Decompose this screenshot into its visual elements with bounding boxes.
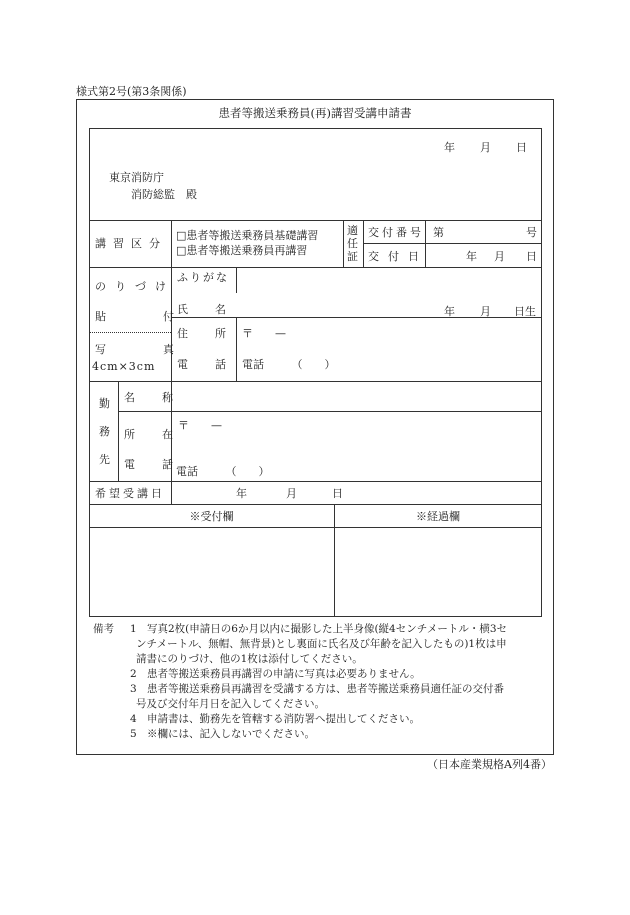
certificate-date-month: 月: [494, 250, 505, 263]
birth-day: 日生: [514, 305, 536, 318]
certificate-date-label: 交付日: [368, 250, 428, 263]
note-2-number: 2: [130, 668, 137, 680]
photo-paste-line2: 貼 付: [95, 310, 197, 323]
note-1-number: 1: [130, 623, 137, 635]
certificate-label-2: 任: [347, 237, 358, 250]
photo-size: 4cm×3cm: [92, 360, 156, 373]
note-4-number: 4: [130, 713, 137, 725]
preferred-date-label: 希望受講日: [95, 487, 165, 500]
progress-label: ※経過欄: [416, 510, 460, 523]
certificate-number-label: 交付番号: [368, 226, 424, 239]
preferred-day: 日: [332, 487, 343, 500]
form-number-label: 様式第2号(第3条関係): [76, 85, 187, 98]
certificate-label-3: 証: [347, 250, 358, 263]
date-day: 日: [516, 141, 527, 154]
certificate-number-suffix: 号: [526, 226, 537, 239]
note-1-line2: ンチメートル、無帽、無背景)とし裏面に氏名及び年齢を記入したもの)1枚は申: [136, 638, 507, 650]
name-label: 氏 名: [177, 303, 234, 316]
course-option-basic[interactable]: □患者等搬送乗務員基礎講習: [176, 229, 319, 242]
form-grid: [89, 128, 542, 617]
certificate-label-1: 適: [347, 224, 358, 237]
certificate-date-year: 年: [466, 250, 477, 263]
workplace-label-1: 勤: [99, 397, 110, 410]
date-year: 年: [444, 141, 455, 154]
course-label: 講習区分: [95, 237, 167, 250]
furigana-label: ふりがな: [177, 271, 229, 284]
note-3-line2: 号及び交付年月日を記入してください。: [136, 698, 325, 710]
note-2-text: 患者等搬送乗務員再講習の申請に写真は必要ありません。: [147, 668, 421, 680]
note-3-line1: 患者等搬送乗務員再講習を受講する方は、患者等搬送乗務員適任証の交付番: [147, 683, 504, 695]
note-5-number: 5: [130, 728, 137, 740]
certificate-number-prefix: 第: [433, 226, 444, 239]
workplace-location-label: 所 在: [124, 428, 181, 441]
workplace-phone-value: 電話 （ ）: [176, 465, 270, 478]
phone-label: 電 話: [177, 358, 234, 371]
form-title: 患者等搬送乗務員(再)講習受講申請書: [218, 106, 412, 120]
paper-standard: （日本産業規格A列4番）: [427, 758, 552, 771]
note-3-number: 3: [130, 683, 137, 695]
address-postal: 〒 —: [242, 327, 286, 340]
workplace-phone-label: 電 話: [124, 458, 181, 471]
birth-year: 年: [444, 305, 455, 318]
reception-label: ※受付欄: [189, 510, 234, 523]
preferred-month: 月: [286, 487, 297, 500]
note-5-text: ※欄には、記入しないでください。: [147, 728, 315, 740]
course-option-refresher[interactable]: □患者等搬送乗務員再講習: [176, 244, 308, 257]
photo-label: 写 真: [95, 343, 197, 356]
preferred-year: 年: [236, 487, 247, 500]
birth-month: 月: [480, 305, 491, 318]
note-1-line3: 請書にのりづけ、他の1枚は添付してください。: [136, 653, 363, 665]
note-4-text: 申請書は、勤務先を管轄する消防署へ提出してください。: [147, 713, 420, 725]
photo-paste-line1: のりづけ: [95, 280, 175, 293]
workplace-label-3: 先: [99, 453, 110, 466]
addressee-line1: 東京消防庁: [109, 171, 164, 184]
date-month: 月: [480, 141, 491, 154]
workplace-name-label: 名 称: [124, 391, 181, 404]
phone-value: 電話 （ ）: [242, 358, 336, 371]
addressee-line2: 消防総監 殿: [131, 188, 197, 201]
notes-heading: 備考: [93, 623, 114, 635]
workplace-postal: 〒 —: [178, 419, 222, 432]
certificate-date-day: 日: [526, 250, 537, 263]
address-label: 住 所: [177, 327, 234, 340]
workplace-label-2: 務: [99, 425, 110, 438]
note-1-line1: 写真2枚(申請日の6か月以内に撮影した上半身像(縦4センチメートル・横3セ: [147, 623, 507, 635]
